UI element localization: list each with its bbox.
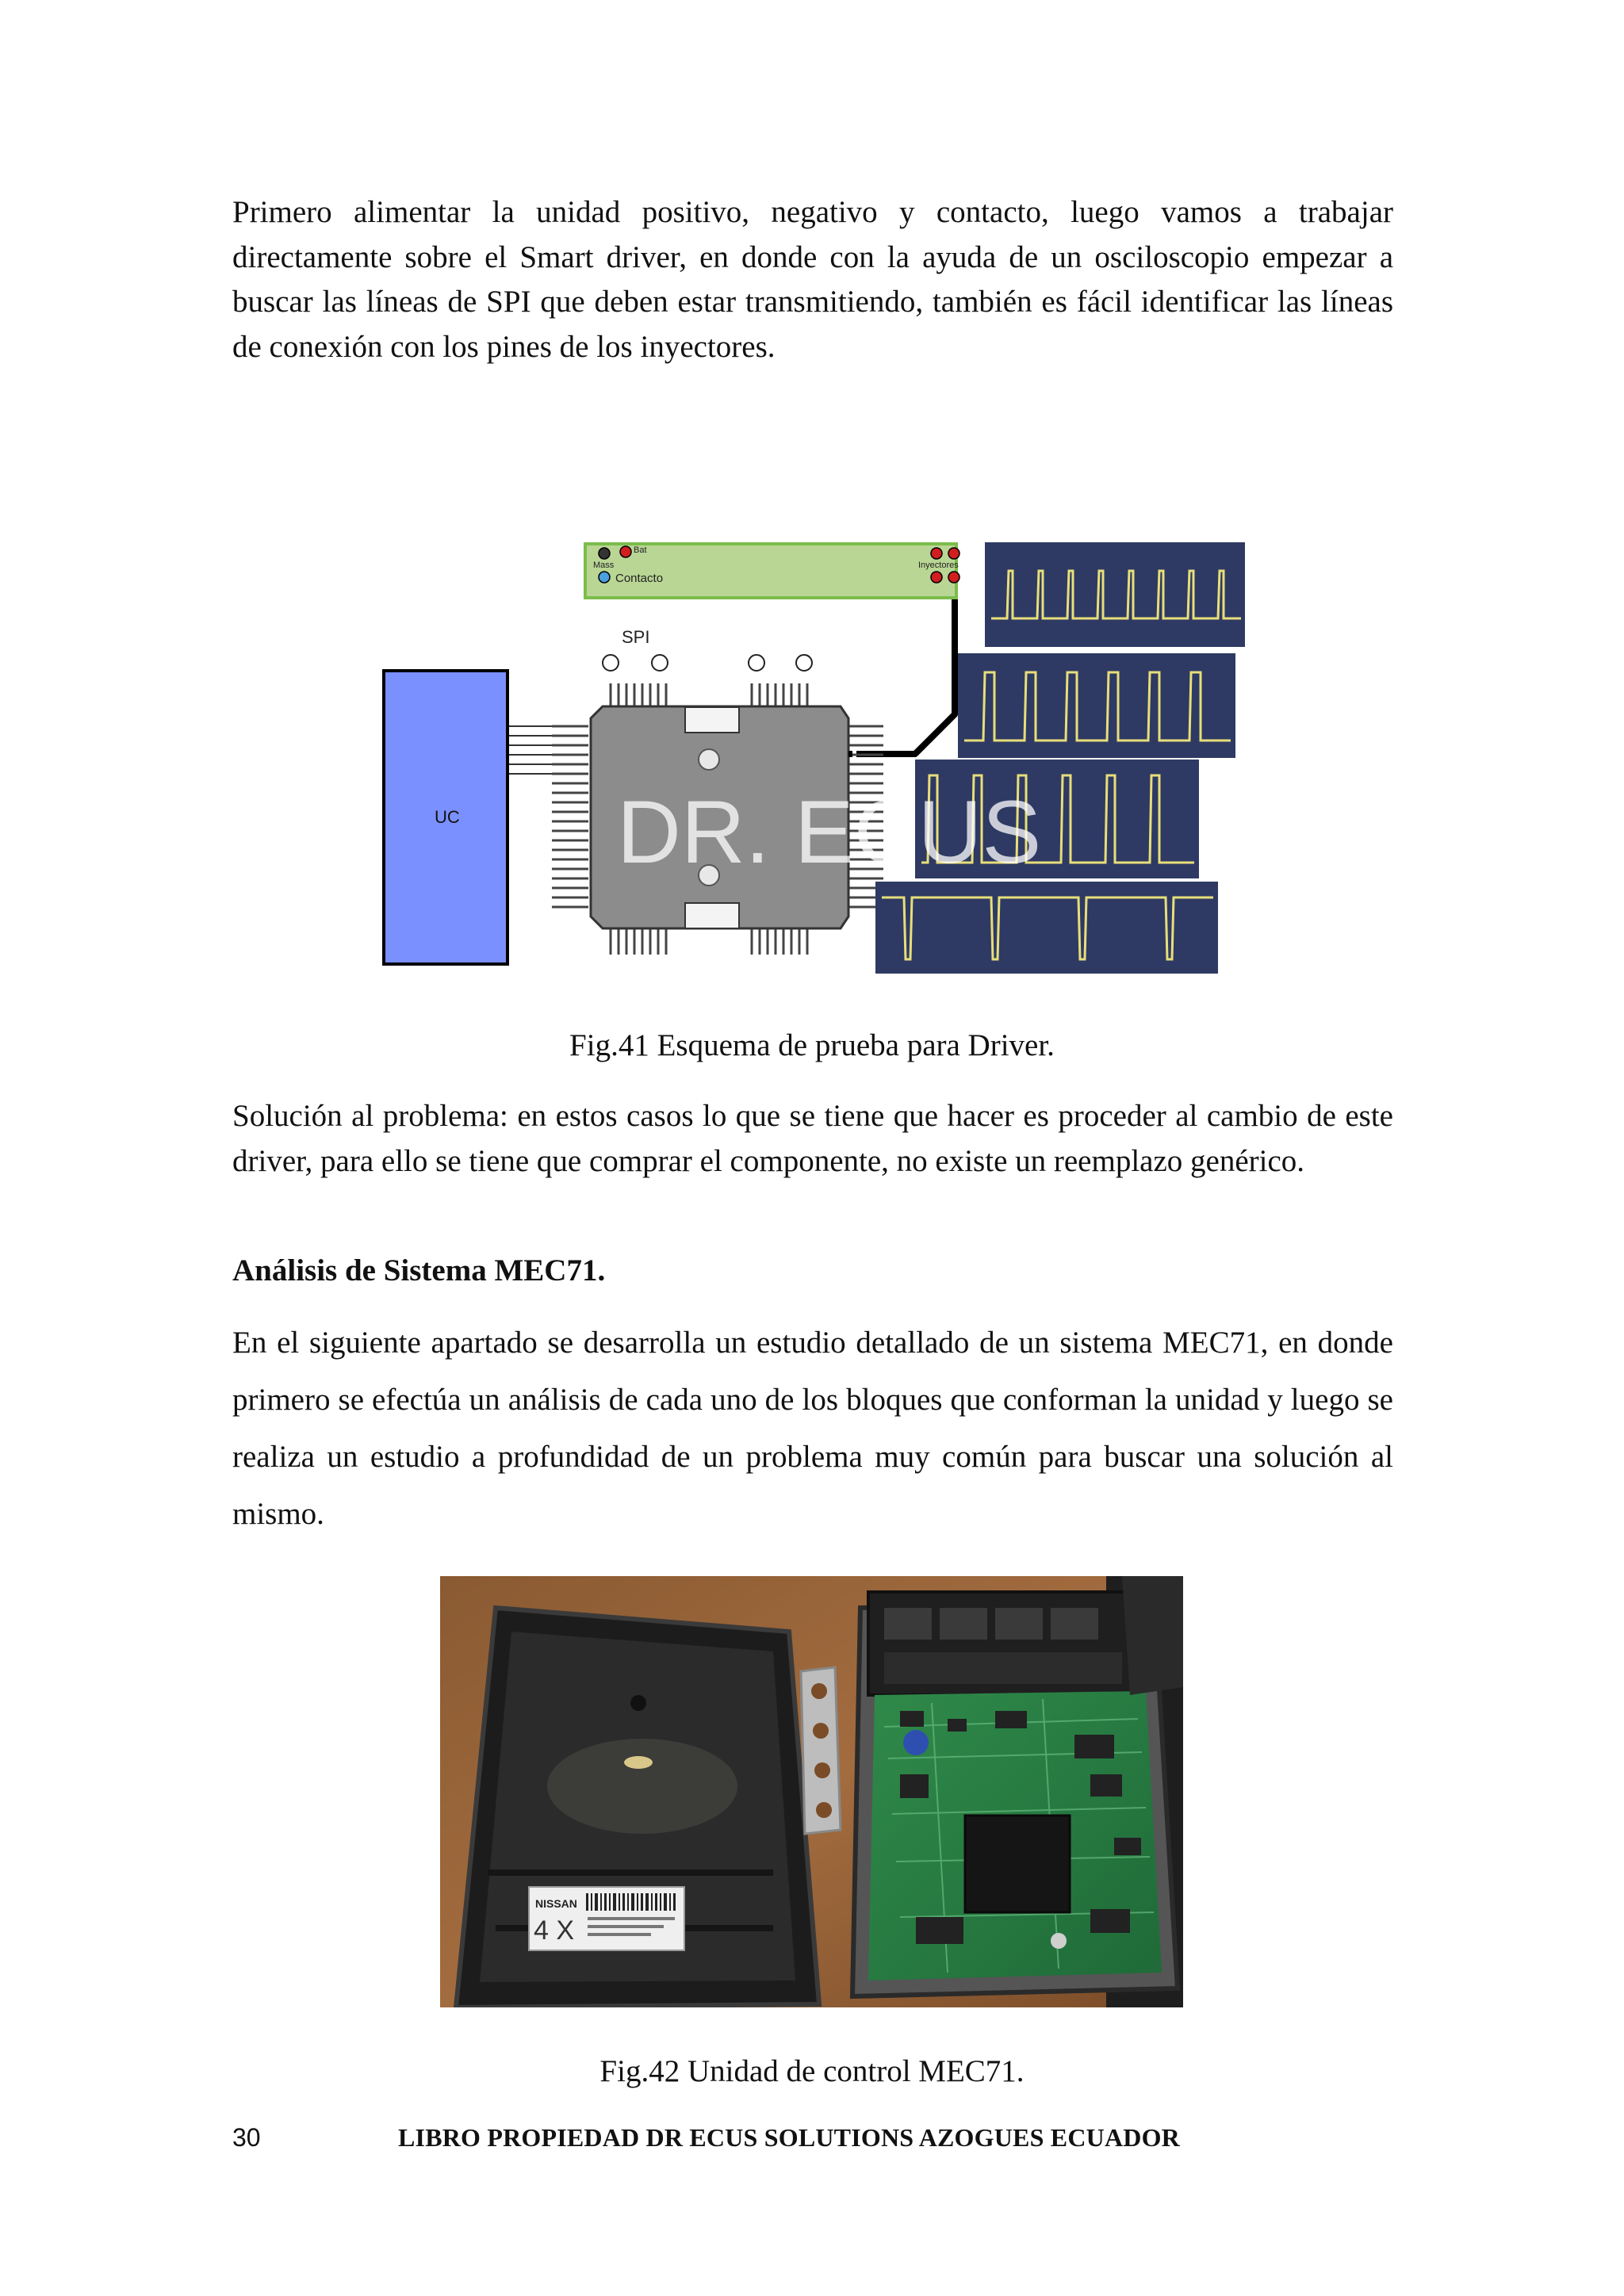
ecu-model-text: 4 X [534,1915,575,1946]
page-number: 30 [232,2123,261,2152]
paragraph-solution: Solución al problema: en estos casos lo que se tiene que hacer es proceder al cambio de este driver, para ello se tiene que comprar el componente, no existe un reemplazo genérico. [232,1099,1393,1178]
uc-label: UC [435,807,460,827]
scope-trace-4 [875,882,1218,974]
injector-wire [856,599,955,754]
watermark-text: DR. ECUS [617,783,1042,882]
spi-label: SPI [622,627,650,647]
spi-point-2 [652,655,668,671]
footer-text: LIBRO PROPIEDAD DR ECUS SOLUTIONS AZOGUES ECUADOR [398,2123,1180,2152]
uc-bus-lines [509,726,579,774]
figure-41-diagram [373,536,1269,980]
microcontroller-chip [965,1816,1070,1912]
mass-terminal [599,548,610,559]
bat-label: Bat [634,545,647,555]
spi-point-1 [603,655,619,671]
contacto-terminal [599,572,610,583]
chip-notch-bottom [685,903,739,928]
pcb-capacitor-2 [1051,1933,1067,1949]
injector-terminal-4 [948,572,959,583]
bat-terminal [620,546,631,557]
figure-42-photo [440,1576,1183,2007]
spi-point-4 [796,655,812,671]
chip-hole-top [699,749,719,770]
figure-41-caption: Fig.41 Esquema de prueba para Driver. [569,1028,1055,1062]
contacto-label: Contacto [615,572,664,585]
figure-42-caption: Fig.42 Unidad de control MEC71. [599,2054,1025,2088]
scope-trace-2 [958,653,1235,758]
chip-notch-top [685,707,739,733]
paragraph-mec71-intro: En el siguiente apartado se desarrolla un estudio detallado de un sistema MEC71, en donde primero se efectúa un análisis de cada uno de los bloques que conforman la unidad y luego se realiza un estudio a profundidad de un problema muy común para buscar una solución al mismo. [232,1326,1393,1531]
injector-terminal-3 [931,572,942,583]
injector-terminal-2 [948,548,959,559]
paragraph-intro: Primero alimentar la unidad positivo, negativo y contacto, luego vamos a trabajar directamente sobre el Smart driver, en donde con la ayuda de un osciloscopio empezar a buscar las líneas de SPI que deben estar transmitiendo, también es fácil identificar las líneas de conexión con los pines de los inyectores. [232,195,1393,364]
spi-point-3 [749,655,764,671]
inyectores-label: Inyectores [918,561,959,570]
section-heading: Análisis de Sistema MEC71. [232,1253,606,1288]
injector-terminal-1 [931,548,942,559]
mass-label: Mass [593,561,615,570]
ecu-brand-text: NISSAN [535,1897,577,1910]
scope-trace-1 [985,542,1245,647]
capacitor [903,1730,929,1755]
